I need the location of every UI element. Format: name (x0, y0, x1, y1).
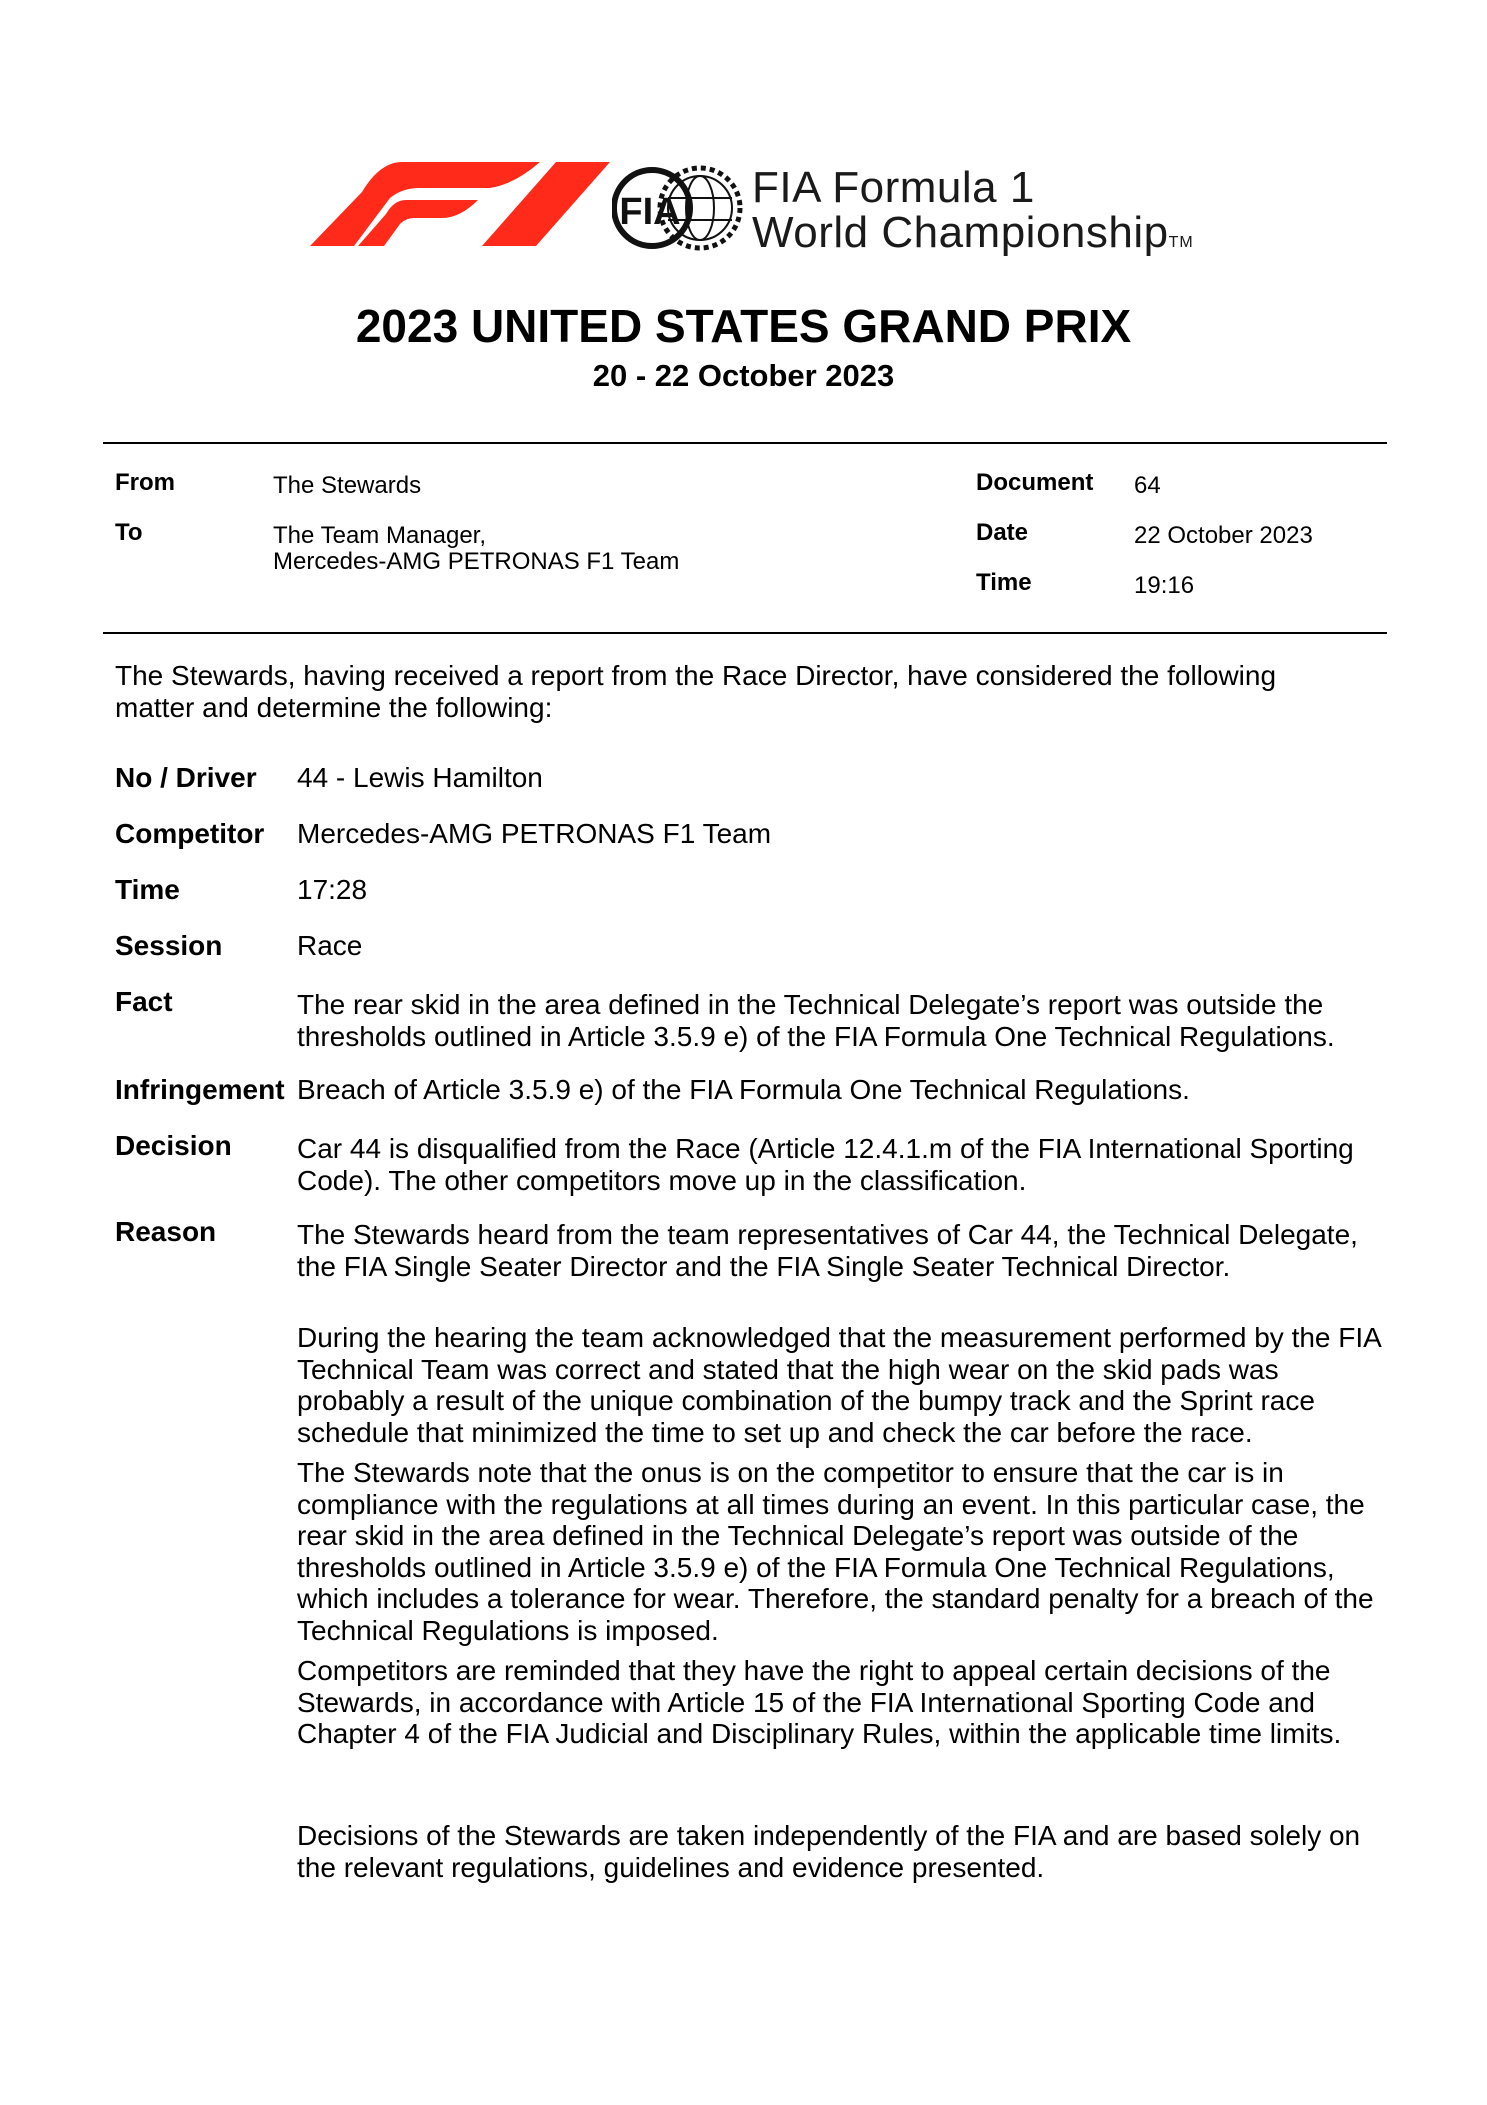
fia-seal-icon (612, 158, 744, 258)
session-value: Race (297, 930, 363, 961)
seal-lettering: FIA (619, 191, 681, 233)
infringement-value: Breach of Article 3.5.9 e) of the FIA Formula One Technical Regulations. (297, 1074, 1190, 1105)
from-label: From (115, 469, 175, 496)
driver-value: 44 - Lewis Hamilton (297, 762, 543, 793)
reason-paragraph-2 (297, 1322, 1387, 1448)
divider-bottom (103, 632, 1387, 634)
reason-paragraph-1-text: The Stewards heard from the team representatives of Car 44, the Technical Delegate, the FIA Single Seater Director and the FIA Single Seater Technical Director. (297, 1219, 1358, 1282)
reason-paragraph-4-text: Competitors are reminded that they have the right to appeal certain decisions of the Stewards, in accordance with Article 15 of the FIA International Sporting Code and Chapter 4 of the FIA Judicial and Disciplinary Rules, within the applicable time limits. (297, 1655, 1342, 1749)
championship-wordmark (752, 163, 1194, 266)
reason-paragraph-1 (297, 1219, 1387, 1282)
incident-time-label: Time (115, 874, 180, 905)
fact-label: Fact (115, 986, 173, 1017)
competitor-value: Mercedes-AMG PETRONAS F1 Team (297, 818, 772, 849)
divider-top (103, 442, 1387, 444)
f1-logo-icon (310, 162, 610, 246)
incident-time-value: 17:28 (297, 874, 368, 905)
decision-label: Decision (115, 1130, 232, 1161)
document-label: Document (976, 469, 1094, 496)
to-value-line-1: The Team Manager, (273, 522, 487, 549)
session-label: Session (115, 930, 223, 961)
date-label: Date (976, 519, 1029, 546)
event-title: 2023 UNITED STATES GRAND PRIX (355, 300, 1132, 352)
time-value: 19:16 (1134, 572, 1195, 599)
event-dates: 20 - 22 October 2023 (592, 358, 895, 393)
driver-label: No / Driver (115, 762, 257, 793)
fact-value: The rear skid in the area defined in the Technical Delegate’s report was outside the thresholds outlined in Article 3.5.9 e) of the FIA Formula One Technical Regulations. (297, 989, 1335, 1052)
reason-paragraph-4 (297, 1655, 1387, 1750)
to-value-line-2: Mercedes-AMG PETRONAS F1 Team (273, 548, 680, 575)
date-value: 22 October 2023 (1134, 522, 1313, 549)
document-number: 64 (1134, 472, 1161, 499)
from-value: The Stewards (273, 472, 422, 499)
time-label: Time (976, 569, 1032, 596)
decision-value: Car 44 is disqualified from the Race (Article 12.4.1.m of the FIA International Sporting Code). The other competitors move up in the classification. (297, 1133, 1354, 1196)
to-label: To (115, 519, 143, 546)
reason-label: Reason (115, 1216, 217, 1247)
trademark-mark: TM (1168, 234, 1194, 251)
infringement-label: Infringement (115, 1074, 285, 1105)
reason-paragraph-3-text: The Stewards note that the onus is on the competitor to ensure that the car is in compliance with the regulations at all times during an event. In this particular case, the rear skid in the area defined in the Technical Delegate’s report was outside of the thresholds outlined in Article 3.5.9 e) of the FIA Formula One Technical Regulations, which includes a tolerance for wear. Therefore, the standard penalty for a breach of the Technical Regulations is imposed. (297, 1457, 1374, 1646)
championship-line-2 (752, 210, 1194, 266)
reason-paragraph-3 (297, 1457, 1387, 1646)
championship-line-2-text: World Championship (752, 208, 1169, 257)
header-logo (310, 158, 1210, 258)
competitor-label: Competitor (115, 818, 265, 849)
intro-paragraph: The Stewards, having received a report from the Race Director, have considered the following matter and determine the following: (115, 660, 1277, 723)
reason-paragraph-2-text: During the hearing the team acknowledged that the measurement performed by the FIA Technical Team was correct and stated that the high wear on the skid pads was probably a result of the unique combination of the bumpy track and the Sprint race schedule that minimized the time to set up and check the car before the race. (297, 1322, 1381, 1448)
disclaimer-paragraph: Decisions of the Stewards are taken independently of the FIA and are based solely on the relevant regulations, guidelines and evidence presented. (297, 1820, 1361, 1883)
championship-line-1: FIA Formula 1 (752, 163, 1035, 212)
